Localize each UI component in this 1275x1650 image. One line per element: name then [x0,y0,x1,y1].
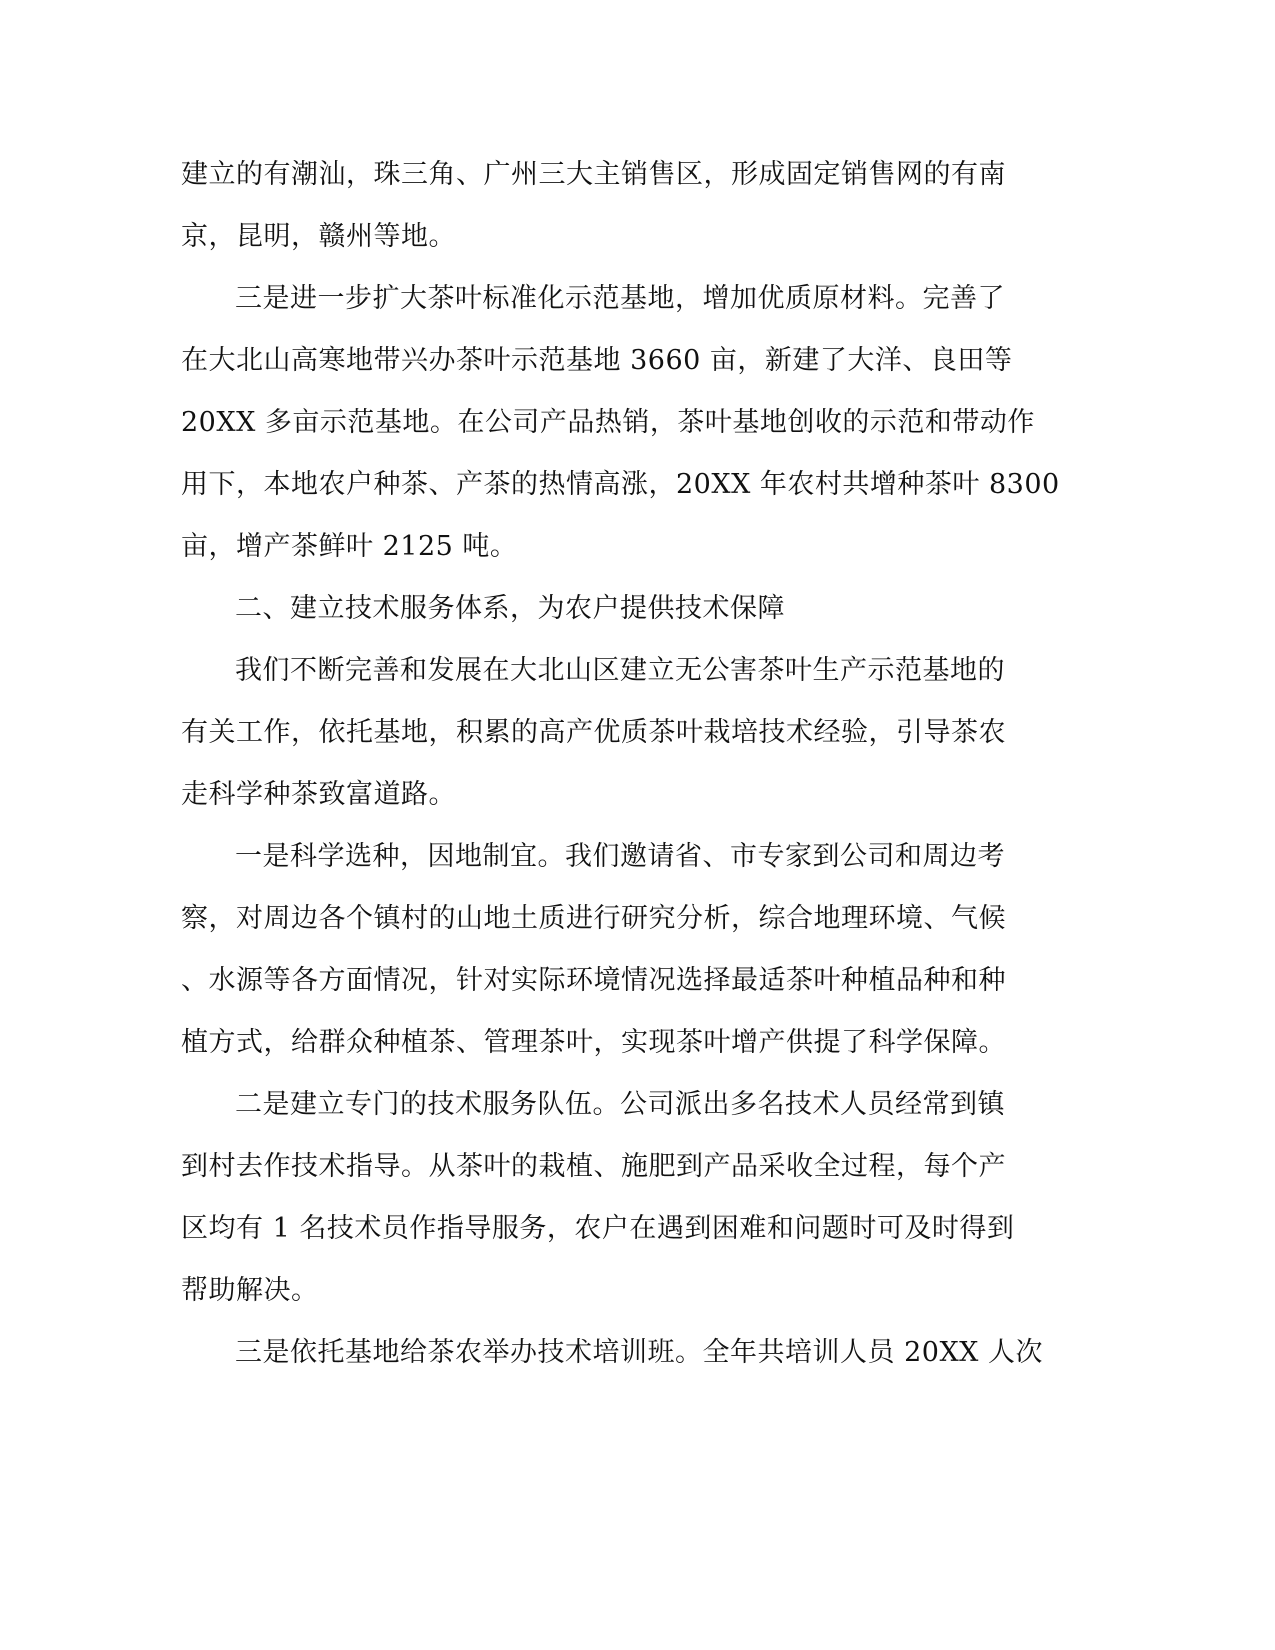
text-line: 有关工作，依托基地，积累的高产优质茶叶栽培技术经验，引导茶农 [181,717,1006,748]
text-line: 建立的有潮汕，珠三角、广州三大主销售区，形成固定销售网的有南 [181,159,1006,190]
paragraph-start: 三是依托基地给茶农举办技术培训班。全年共培训人员 20XX 人次 [235,1337,1043,1368]
text-line: 在大北山高寒地带兴办茶叶示范基地 3660 亩，新建了大洋、良田等 [181,345,1013,376]
paragraph-start: 二是建立专门的技术服务队伍。公司派出多名技术人员经常到镇 [235,1089,1005,1120]
text-line: 区均有 1 名技术员作指导服务，农户在遇到困难和问题时可及时得到 [181,1213,1015,1244]
text-line: 京，昆明，赣州等地。 [181,221,456,252]
text-line: 亩，增产茶鲜叶 2125 吨。 [181,531,518,562]
paragraph-start: 一是科学选种，因地制宜。我们邀请省、市专家到公司和周边考 [235,841,1005,872]
text-line: 到村去作技术指导。从茶叶的栽植、施肥到产品采收全过程，每个产 [181,1151,1006,1182]
text-line: 、水源等各方面情况，针对实际环境情况选择最适茶叶种植品种和种 [181,965,1006,996]
text-line: 用下，本地农户种茶、产茶的热情高涨，20XX 年农村共增种茶叶 8300 [181,469,1060,500]
text-line: 走科学种茶致富道路。 [181,779,456,810]
text-line: 察，对周边各个镇村的山地土质进行研究分析，综合地理环境、气候 [181,903,1006,934]
paragraph-start: 三是进一步扩大茶叶标准化示范基地，增加优质原材料。完善了 [235,283,1005,314]
text-line: 帮助解决。 [181,1275,319,1306]
section-heading: 二、建立技术服务体系，为农户提供技术保障 [235,593,785,624]
text-line: 20XX 多亩示范基地。在公司产品热销，茶叶基地创收的示范和带动作 [181,407,1035,438]
paragraph-start: 我们不断完善和发展在大北山区建立无公害茶叶生产示范基地的 [235,655,1005,686]
text-line: 植方式，给群众种植茶、管理茶叶，实现茶叶增产供提了科学保障。 [181,1027,1006,1058]
